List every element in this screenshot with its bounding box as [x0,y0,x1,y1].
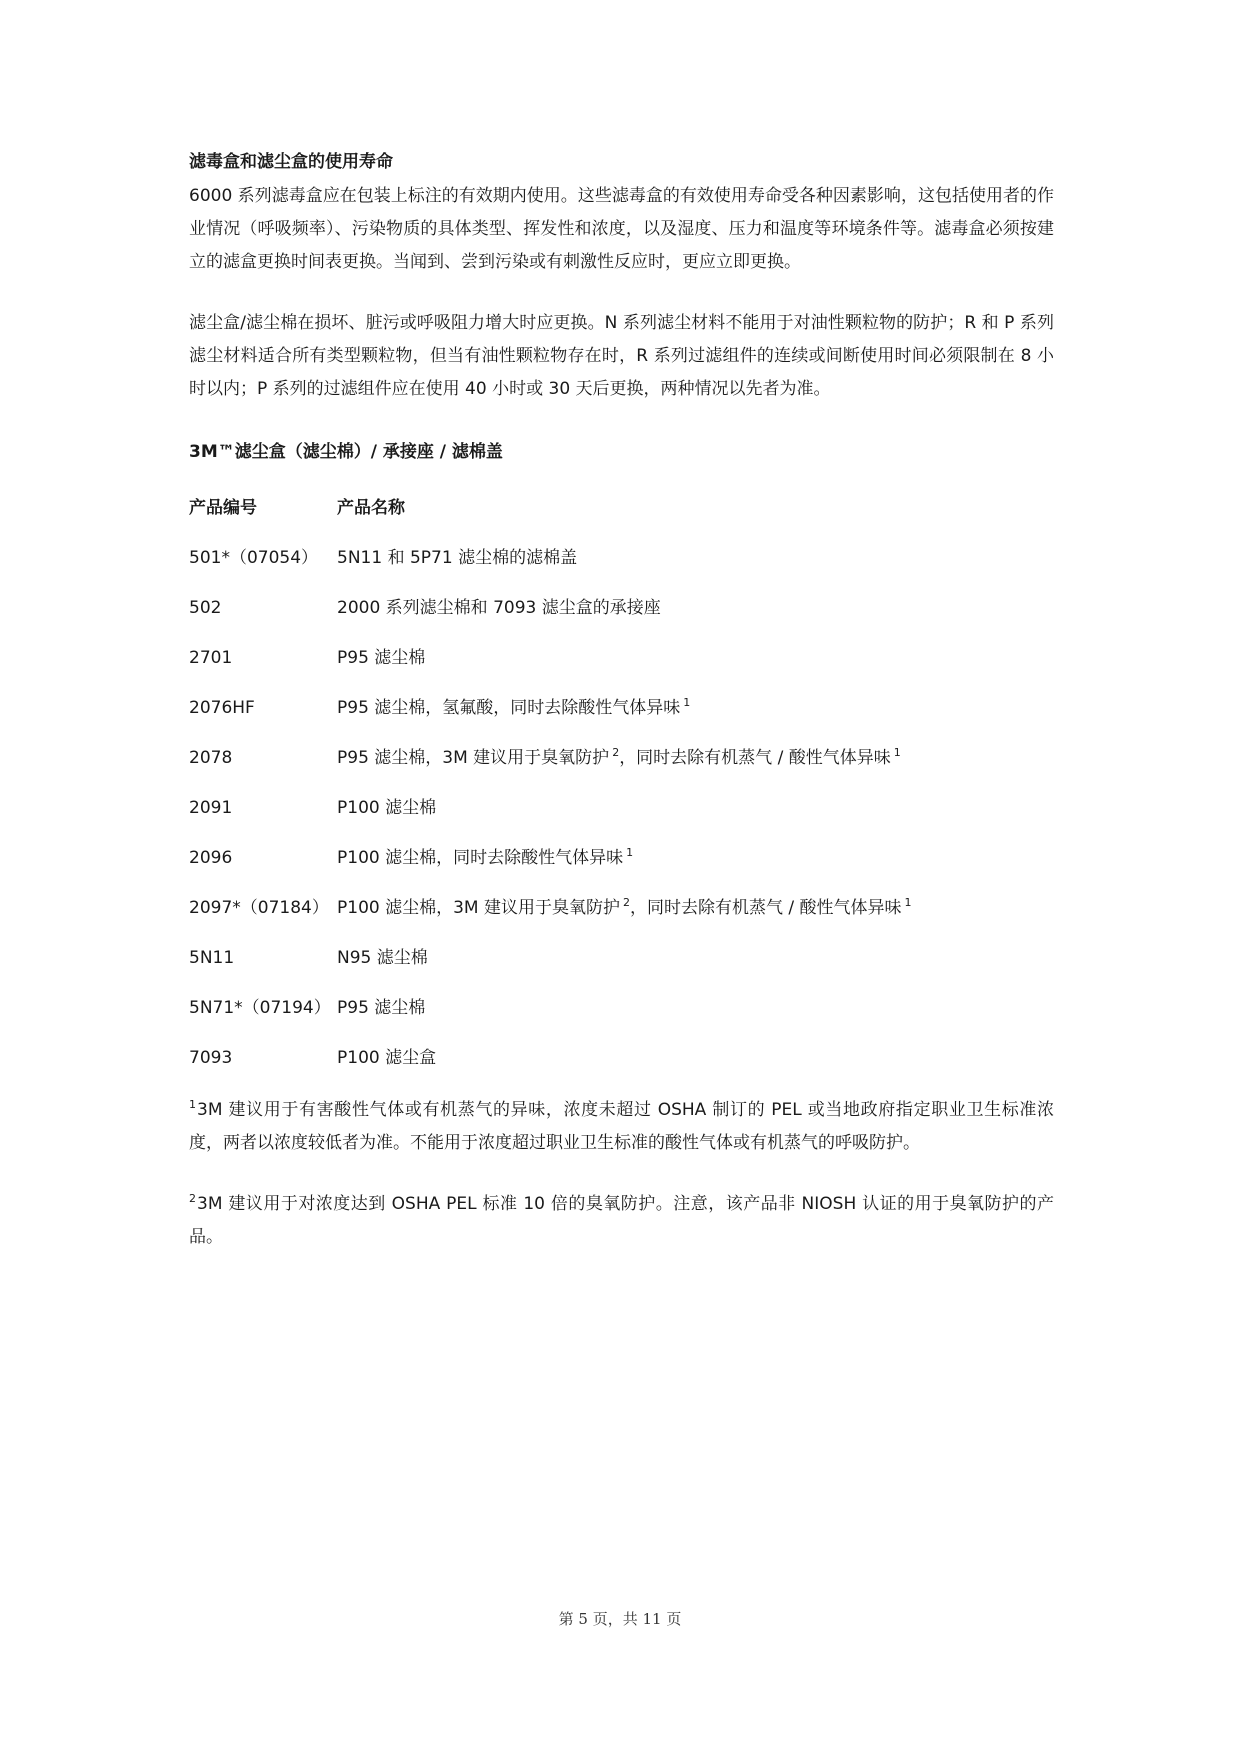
footnote-ref: 1 [893,746,901,760]
product-name: P100 滤尘盒 [337,1048,437,1068]
product-name-cell [337,846,1054,896]
product-name-part: ，同时去除有机蒸气 / 酸性气体异味 [630,898,902,918]
product-name-part: P95 滤尘棉，3M 建议用于臭氧防护 [337,748,610,768]
table-row [189,796,1054,846]
product-name: P95 滤尘棉 [337,998,426,1018]
product-code: 5N11 [189,948,235,968]
footnotes [189,1094,1054,1254]
product-code: 2078 [189,748,233,768]
product-name: 5N11 和 5P71 滤尘棉的滤棉盖 [337,548,578,568]
product-code: 5N71*（07194） [189,998,331,1018]
footnote-ref: 1 [683,696,691,710]
product-code: 2701 [189,648,233,668]
header-product-name: 产品名称 [337,498,405,518]
product-name: N95 滤尘棉 [337,948,428,968]
product-code: 2096 [189,848,233,868]
particulate-filter-paragraph: 滤尘盒/滤尘棉在损坏、脏污或呼吸阻力增大时应更换。N 系列滤尘材料不能用于对油性颗粒物的防护；R 和 P 系列滤尘材料适合所有类型颗粒物，但当有油性颗粒物存在时，R 系列过滤组件的连续或间断使用时间必须限制在 8 小时以内；P 系列的过滤组件应在使用 40 小时或 30 天后更换，两种情况以先者为准。 [189,313,1054,399]
section-title-filters: 3M™滤尘盒（滤尘棉）/ 承接座 / 滤棉盖 [189,442,503,462]
table-row [189,546,1054,596]
product-code: 2076HF [189,698,255,718]
product-name-cell [337,696,1054,746]
table-row [189,646,1054,696]
table-row [189,896,1054,946]
table-row [189,596,1054,646]
product-name: P100 滤尘棉 [337,798,437,818]
table-row [189,946,1054,996]
footnote-marker: 1 [189,1098,196,1112]
product-name-part: ，同时去除有机蒸气 / 酸性气体异味 [619,748,891,768]
product-name-cell [337,746,1054,796]
product-table [189,546,1054,1096]
product-name-part: P100 滤尘棉，3M 建议用于臭氧防护 [337,898,620,918]
product-name: P95 滤尘棉 [337,648,426,668]
footnote-marker: 2 [189,1192,196,1206]
product-name-cell [337,896,1054,946]
footnote-ref: 1 [904,896,912,910]
footnote-2 [189,1188,1054,1254]
product-code: 2091 [189,798,233,818]
service-life-paragraph: 6000 系列滤毒盒应在包装上标注的有效期内使用。这些滤毒盒的有效使用寿命受各种因素影响，这包括使用者的作业情况（呼吸频率）、污染物质的具体类型、挥发性和浓度，以及湿度、压力和温度等环境条件等。滤毒盒必须按建立的滤盒更换时间表更换。当闻到、尝到污染或有刺激性反应时，更应立即更换。 [189,186,1054,272]
footnote-1 [189,1094,1054,1160]
footnote-ref: 2 [612,746,620,760]
table-row [189,1046,1054,1096]
page-number: 第 5 页，共 11 页 [558,1610,682,1628]
table-row [189,996,1054,1046]
product-name: 2000 系列滤尘棉和 7093 滤尘盒的承接座 [337,598,661,618]
footnote-ref: 2 [623,896,630,910]
product-code: 502 [189,598,222,618]
header-product-code: 产品编号 [189,498,257,518]
table-row [189,846,1054,896]
footnote-text: 3M 建议用于有害酸性气体或有机蒸气的异味，浓度未超过 OSHA 制订的 PEL 或当地政府指定职业卫生标准浓度，两者以浓度较低者为准。不能用于浓度超过职业卫生标准的酸性气体或有机蒸气的呼吸防护。 [189,1100,1054,1153]
product-table-header [189,496,1054,520]
footnote-text: 3M 建议用于对浓度达到 OSHA PEL 标准 10 倍的臭氧防护。注意，该产品非 NIOSH 认证的用于臭氧防护的产品。 [189,1194,1054,1247]
document-page [189,150,1054,1254]
product-name: P100 滤尘棉，同时去除酸性气体异味 [337,848,624,868]
table-row [189,696,1054,746]
section-title-service-life: 滤毒盒和滤尘盒的使用寿命 [189,152,393,172]
table-row [189,746,1054,796]
footnote-ref: 1 [626,846,634,860]
product-name: P95 滤尘棉，氢氟酸，同时去除酸性气体异味 [337,698,681,718]
product-code: 7093 [189,1048,233,1068]
product-code: 2097*（07184） [189,898,329,918]
product-code: 501*（07054） [189,548,319,568]
